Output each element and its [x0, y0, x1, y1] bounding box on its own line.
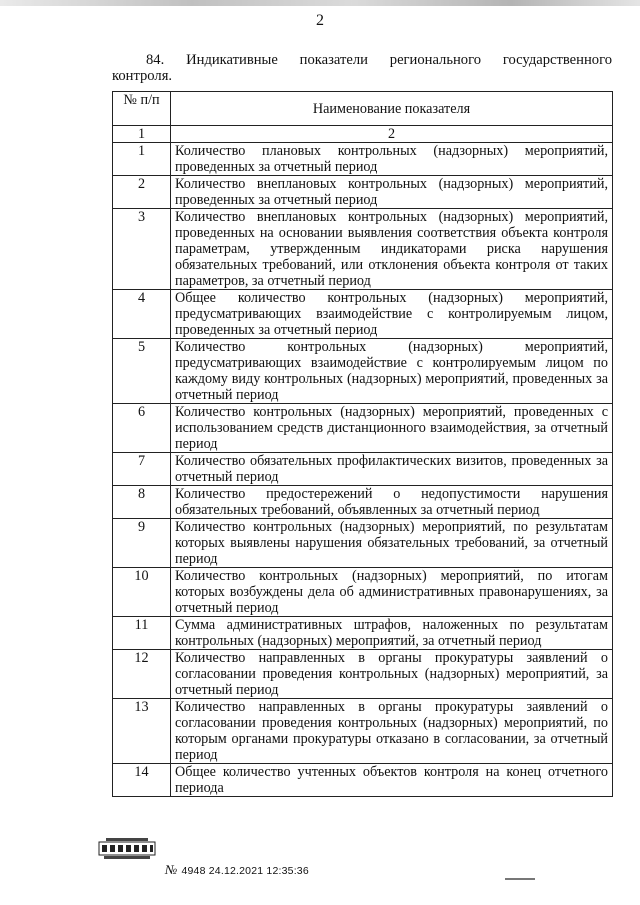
handwritten-mark	[505, 878, 535, 880]
document-seal-icon	[98, 838, 156, 860]
row-number: 6	[113, 404, 171, 453]
table-row	[113, 143, 613, 176]
table-row	[113, 486, 613, 519]
table-row	[113, 650, 613, 699]
row-indicator-name: Количество контрольных (надзорных) мероприятий, предусматривающих взаимодействие с контролируемым лицом по каждому виду контрольных (надзорных) мероприятий, проведенных за отчетный период	[171, 339, 613, 404]
table-row	[113, 453, 613, 486]
table-row	[113, 176, 613, 209]
row-indicator-name: Количество направленных в органы прокуратуры заявлений о согласовании проведения контрольных (надзорных) мероприятий, за отчетный период	[171, 650, 613, 699]
table-row	[113, 290, 613, 339]
indicators-table	[112, 91, 613, 797]
table-row	[113, 764, 613, 797]
row-indicator-name: Количество внеплановых контрольных (надзорных) мероприятий, проведенных за отчетный период	[171, 176, 613, 209]
table-header-row	[113, 92, 613, 126]
table-row	[113, 519, 613, 568]
row-indicator-name: Общее количество учтенных объектов контроля на конец отчетного периода	[171, 764, 613, 797]
row-indicator-name: Количество предостережений о недопустимости нарушения обязательных требований, объявленных за отчетный период	[171, 486, 613, 519]
heading-line-1: 84. Индикативные показатели регионального государственного	[146, 52, 612, 68]
row-number: 13	[113, 699, 171, 764]
section-heading	[112, 52, 612, 84]
table-row	[113, 404, 613, 453]
row-indicator-name: Количество внеплановых контрольных (надзорных) мероприятий, проведенных на основании выявления соответствия объекта контроля параметрам, утвержденным индикаторами риска нарушения обязательных требований, или отклонения объекта контроля от таких параметров, за отчетный период	[171, 209, 613, 290]
heading-line-2: контроля.	[112, 68, 173, 84]
row-number: 11	[113, 617, 171, 650]
row-indicator-name: Количество контрольных (надзорных) мероприятий, проведенных с использованием средств дистанционного взаимодействия, за отчетный период	[171, 404, 613, 453]
row-number: 14	[113, 764, 171, 797]
row-indicator-name: Количество контрольных (надзорных) мероприятий, по итогам которых возбуждены дела об административных правонарушениях, за отчетный период	[171, 568, 613, 617]
row-number: 9	[113, 519, 171, 568]
table-row	[113, 209, 613, 290]
row-number: 5	[113, 339, 171, 404]
row-number: 10	[113, 568, 171, 617]
row-number: 7	[113, 453, 171, 486]
index-cell-2: 2	[171, 126, 613, 143]
row-indicator-name: Количество плановых контрольных (надзорных) мероприятий, проведенных за отчетный период	[171, 143, 613, 176]
header-number: № п/п	[113, 92, 171, 126]
row-indicator-name: Количество контрольных (надзорных) мероприятий, по результатам которых выявлены нарушения обязательных требований, за отчетный период	[171, 519, 613, 568]
number-sign: №	[165, 862, 178, 877]
row-indicator-name: Количество направленных в органы прокуратуры заявлений о согласовании проведения контрольных (надзорных) мероприятий, по которым органами прокуратуры отказано в согласовании, за отчетный период	[171, 699, 613, 764]
row-number: 2	[113, 176, 171, 209]
table-row	[113, 699, 613, 764]
document-registration-code	[165, 862, 309, 878]
row-indicator-name: Общее количество контрольных (надзорных) мероприятий, предусматривающих взаимодействие с контролируемым лицом, проведенных за отчетный период	[171, 290, 613, 339]
row-number: 3	[113, 209, 171, 290]
row-indicator-name: Количество обязательных профилактических визитов, проведенных за отчетный период	[171, 453, 613, 486]
table-row	[113, 568, 613, 617]
row-number: 8	[113, 486, 171, 519]
header-indicator-name: Наименование показателя	[171, 92, 613, 126]
row-number: 12	[113, 650, 171, 699]
table-row	[113, 617, 613, 650]
row-indicator-name: Сумма административных штрафов, наложенных по результатам контрольных (надзорных) мероприятий, за отчетный период	[171, 617, 613, 650]
table-index-row	[113, 126, 613, 143]
row-number: 1	[113, 143, 171, 176]
row-number: 4	[113, 290, 171, 339]
doc-code-text: 4948 24.12.2021 12:35:36	[181, 865, 309, 877]
scan-edge-artifact	[0, 0, 640, 6]
page-number: 2	[316, 12, 324, 29]
table-row	[113, 339, 613, 404]
index-cell-1: 1	[113, 126, 171, 143]
